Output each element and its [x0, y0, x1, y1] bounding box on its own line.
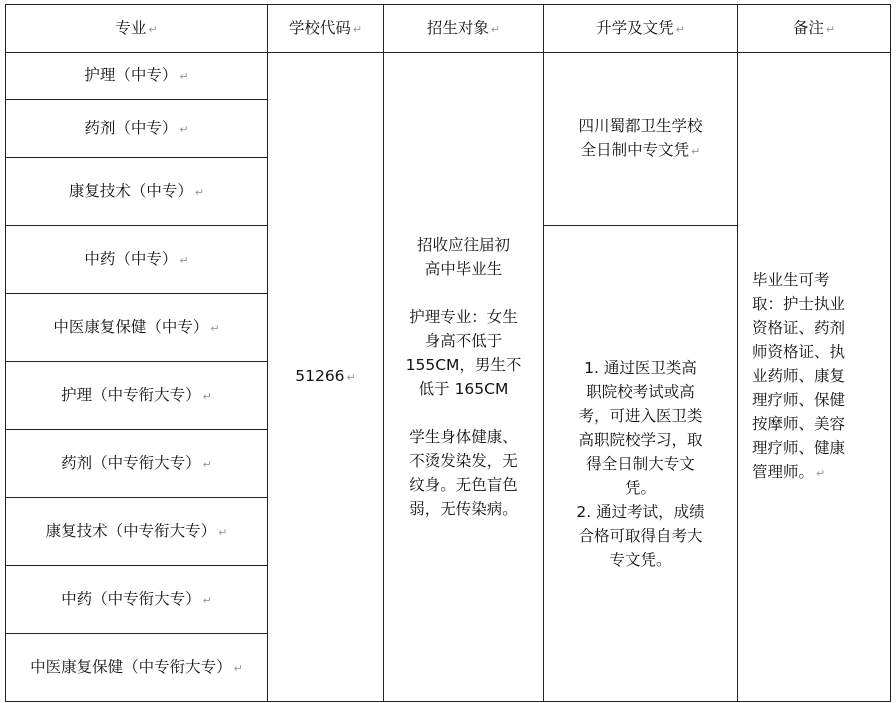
major-cell: 药剂（中专） ↵ [6, 100, 268, 158]
header-target: 招生对象 ↵ [384, 5, 544, 53]
major-cell: 中药（中专） ↵ [6, 226, 268, 294]
target-cell: 招收应往届初 高中毕业生 护理专业：女生 身高不低于 155CM，男生不 低于 165CM 学生身体健康、 不烫发染发，无 纹身。无色盲色 弱，无传染病。 [384, 53, 544, 702]
major-cell: 中医康复保健（中专） ↵ [6, 294, 268, 362]
school-code-cell: 51266 ↵ [268, 53, 384, 702]
major-cell: 康复技术（中专） ↵ [6, 158, 268, 226]
header-school-code: 学校代码 ↵ [268, 5, 384, 53]
major-cell: 药剂（中专衔大专） ↵ [6, 430, 268, 498]
enrollment-table [5, 4, 891, 702]
major-cell: 康复技术（中专衔大专） ↵ [6, 498, 268, 566]
notes-cell: 毕业生可考 取：护士执业 资格证、药剂 师资格证、执 业药师、康复 理疗师、保健 按摩师、美容 理疗师、健康 管理师。 ↵ [738, 53, 891, 702]
major-cell: 中药（中专衔大专） ↵ [6, 566, 268, 634]
major-cell: 护理（中专） ↵ [6, 53, 268, 100]
header-diploma: 升学及文凭 ↵ [544, 5, 738, 53]
diploma-zhongzhuan-cell: 四川蜀都卫生学校 全日制中专文凭 ↵ [544, 53, 738, 226]
major-cell: 护理（中专衔大专） ↵ [6, 362, 268, 430]
diploma-dazhuan-cell: 1. 通过医卫类高 职院校考试或高 考，可进入医卫类 高职院校学习，取 得全日制大专文 凭。 2. 通过考试，成绩 合格可取得自考大 专文凭。 [544, 226, 738, 702]
header-row [6, 5, 891, 53]
header-major: 专业 ↵ [6, 5, 268, 53]
header-notes: 备注 ↵ [738, 5, 891, 53]
table-row [6, 53, 891, 100]
major-cell: 中医康复保健（中专衔大专） ↵ [6, 634, 268, 702]
